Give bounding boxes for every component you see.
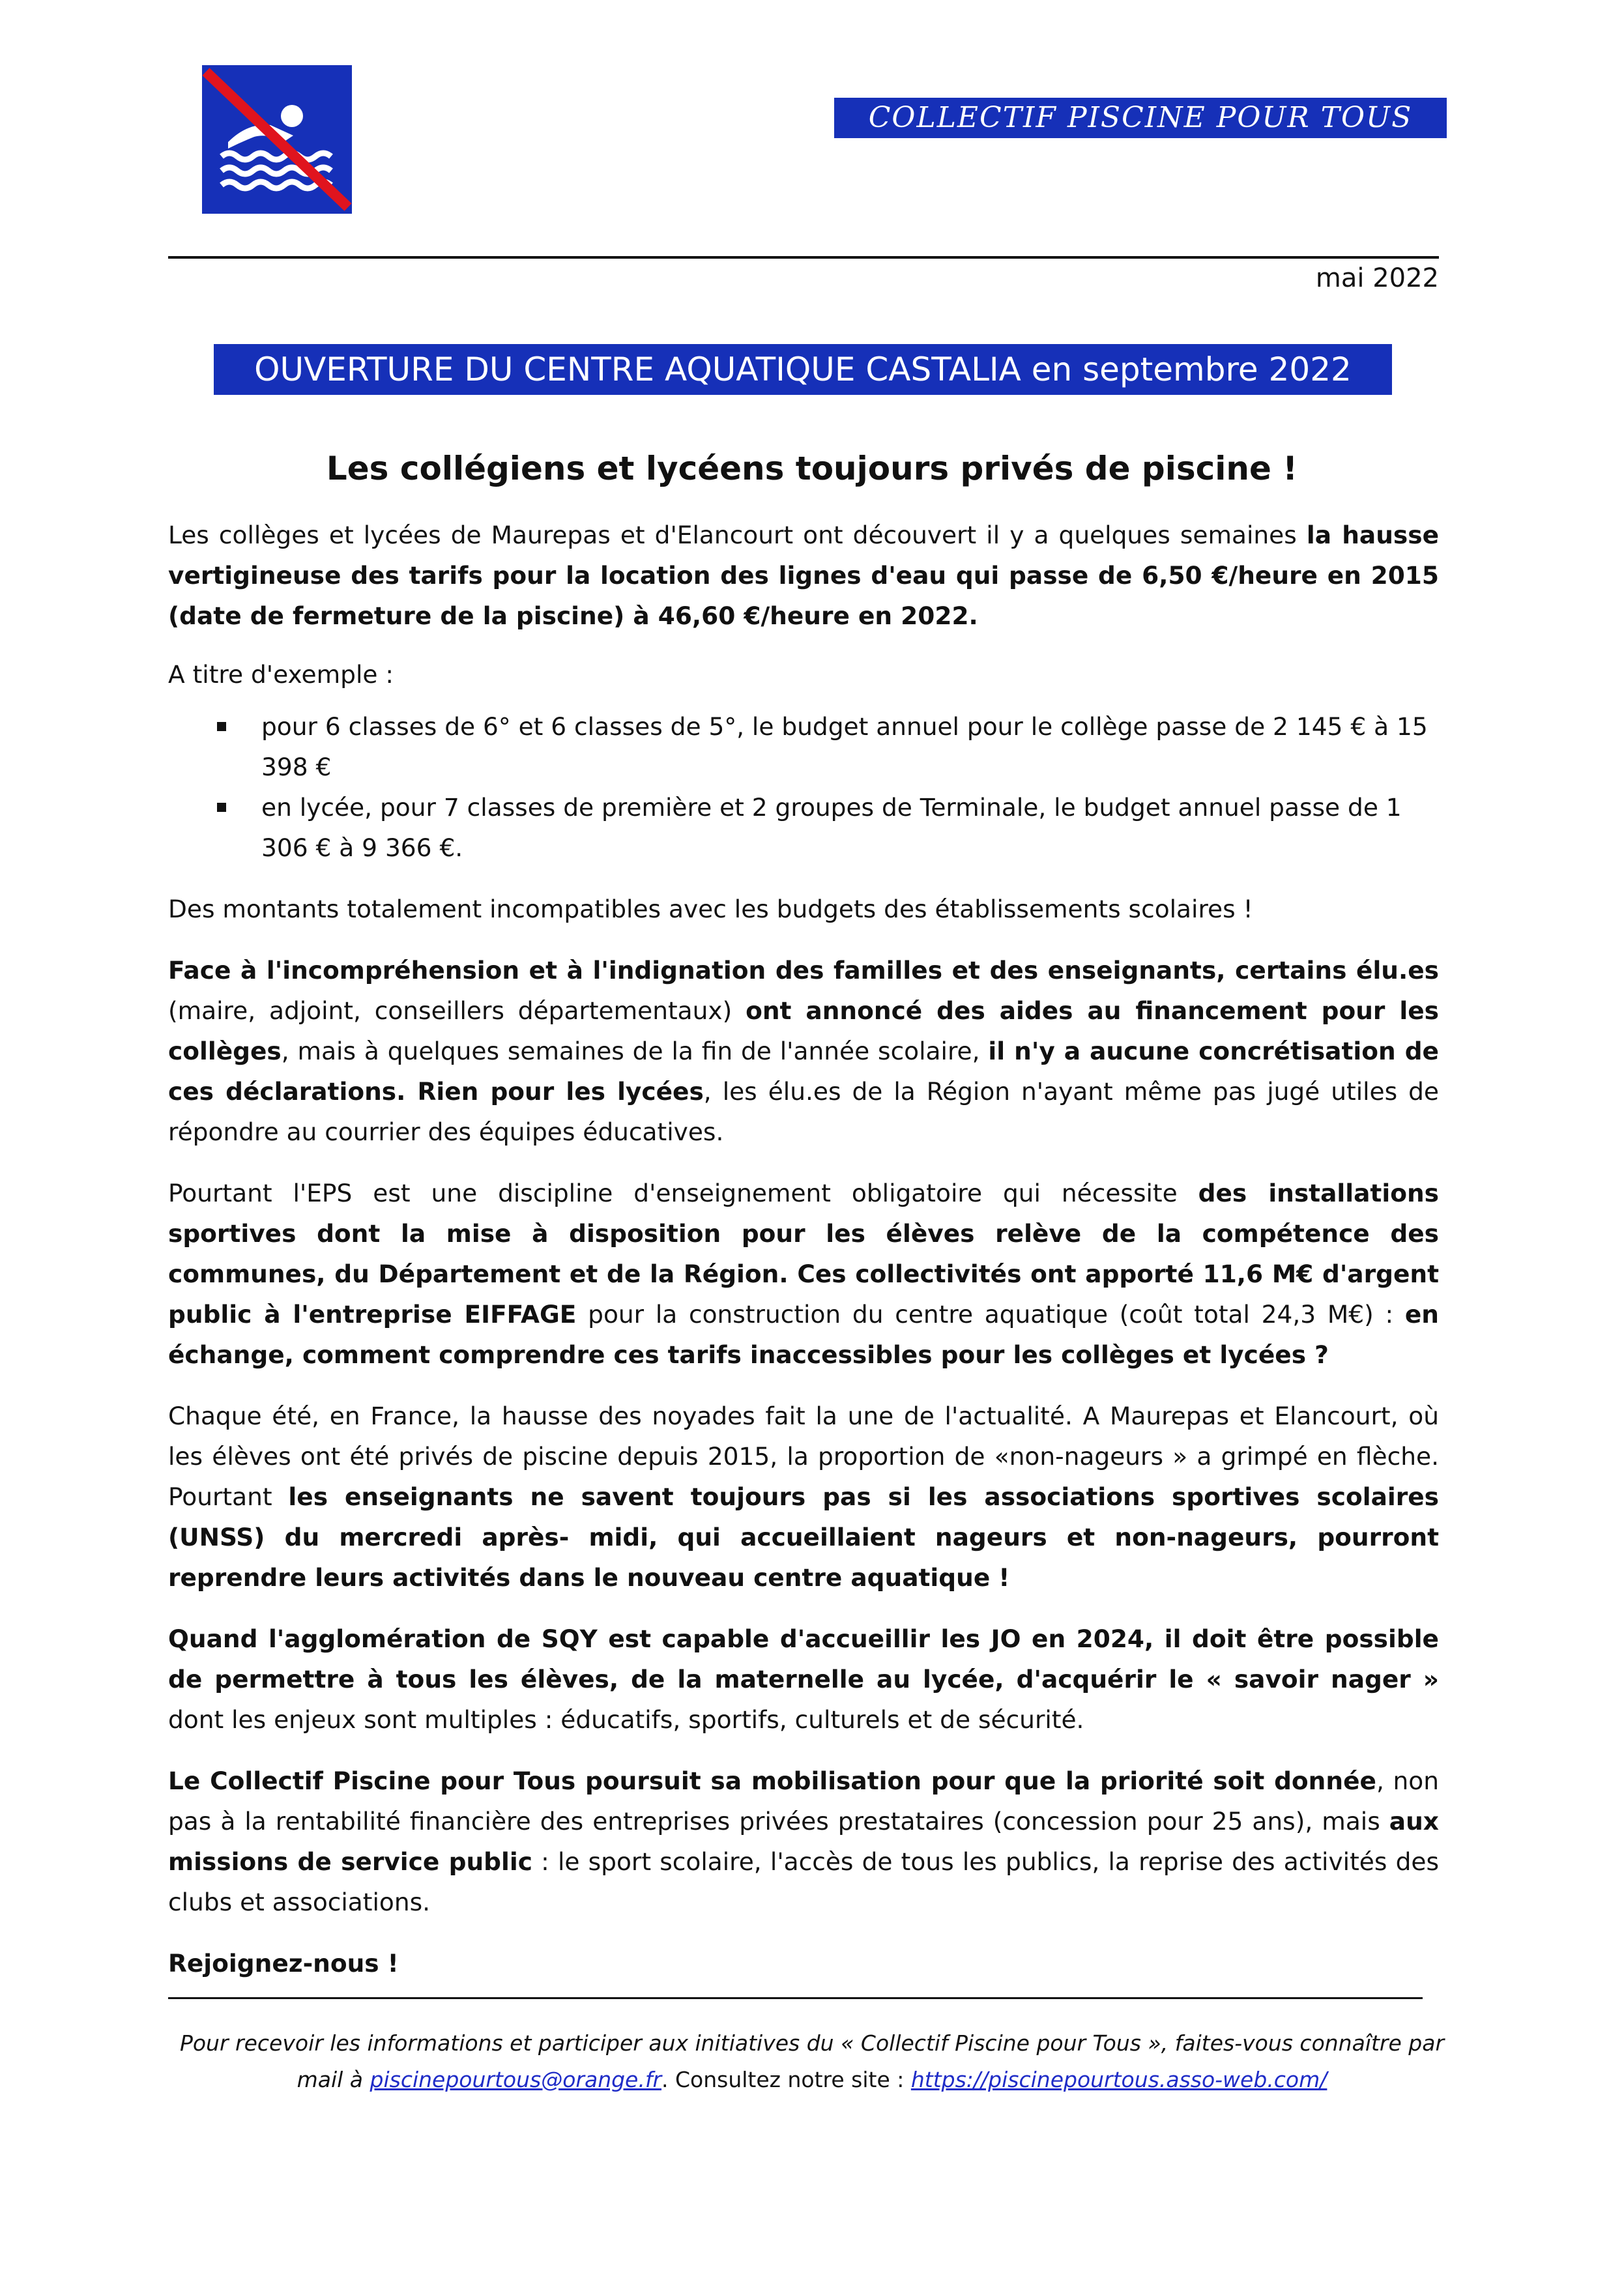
paragraph-eps: [168, 1173, 1439, 1375]
text-run-bold: les enseignants ne savent toujours pas si les associations sportives scolaires (UNSS) du mercredi après- midi, qui accueillaient nageurs et non-nageurs, pourront reprendre leurs activités dans le nouveau centre aquatique !: [168, 1482, 1439, 1592]
article-body: [168, 515, 1439, 2004]
text-run: Chaque été, en France, la hausse des noyades fait la une de l'actualité. A Maurepas et Elancourt, où les élèves ont été privés de piscine depuis 2015, la proportion de «non-nageurs » a grimpé en flèche. Pourtant: [168, 1402, 1439, 1511]
swimmer-crossed-out-icon: [202, 65, 352, 214]
footer-site-prefix: . Consultez notre site :: [661, 2067, 911, 2092]
email-link[interactable]: piscinepourtous@orange.fr: [370, 2067, 662, 2092]
document-date: mai 2022: [1315, 263, 1439, 293]
list-item-text: pour 6 classes de 6° et 6 classes de 5°, le budget annuel pour le collège passe de 2 145 € à 15 398 €: [261, 712, 1428, 781]
paragraph-incompatible: Des montants totalement incompatibles avec les budgets des établissements scolaires !: [168, 895, 1253, 923]
text-run-bold: Face à l'incompréhension et à l'indignation des familles et des enseignants, certains élu.es: [168, 956, 1439, 985]
text-run: (maire, adjoint, conseillers départementaux): [168, 996, 746, 1025]
paragraph-elected-officials: [168, 950, 1439, 1152]
text-run-bold: Le Collectif Piscine pour Tous poursuit sa mobilisation pour que la priorité soit donnée: [168, 1766, 1376, 1795]
footer: [0, 2025, 1624, 2098]
text-run: dont les enjeux sont multiples : éducatifs, sportifs, culturels et de sécurité.: [168, 1705, 1084, 1734]
paragraph-olympics: [168, 1619, 1439, 1740]
website-link[interactable]: https://piscinepourtous.asso-web.com/: [910, 2067, 1327, 2092]
footer-divider: [168, 1997, 1423, 1999]
example-list: [168, 706, 1439, 868]
page-subtitle: Les collégiens et lycéens toujours privés de piscine !: [326, 450, 1298, 487]
text-run-bold: ont annoncé des aides au financement pour les collèges: [168, 996, 1439, 1065]
bullet-icon: [217, 722, 226, 731]
text-run-bold: en échange, comment comprendre ces tarifs inaccessibles pour les collèges et lycées ?: [168, 1300, 1439, 1369]
text-run-bold: il n'y a aucune concrétisation de ces déclarations. Rien pour les lycées: [168, 1037, 1439, 1106]
text-run-bold: aux missions de service public: [168, 1807, 1439, 1876]
footer-mail-prefix: mail à: [297, 2067, 370, 2092]
footer-line-2: [0, 2062, 1624, 2098]
text-run: : le sport scolaire, l'accès de tous les publics, la reprise des activités des clubs et associations.: [168, 1847, 1439, 1916]
text-run-bold: Quand l'agglomération de SQY est capable d'accueillir les JO en 2024, il doit être possible de permettre à tous les élèves, de la maternelle au lycée, d'acquérir le « savoir nager »: [168, 1624, 1439, 1694]
paragraph-drownings: [168, 1396, 1439, 1598]
example-intro: A titre d'exemple :: [168, 660, 394, 689]
paragraph-mobilisation: [168, 1761, 1439, 1922]
paragraph-tariffs: [168, 515, 1439, 636]
text-run-bold: des installations sportives dont la mise à disposition pour les élèves relève de la compétence des communes, du Département et de la Région. Ces collectivités ont apporté 11,6 M€ d'argent public à l'entreprise EIFFAGE: [168, 1179, 1439, 1329]
bullet-icon: [217, 803, 226, 812]
text-run: , les élu.es de la Région n'ayant même pas jugé utiles de répondre au courrier des équipes éducatives.: [168, 1077, 1439, 1146]
footer-line-1: Pour recevoir les informations et participer aux initiatives du « Collectif Piscine pour Tous », faites-vous connaître par: [179, 2030, 1445, 2056]
closing-call: Rejoignez-nous !: [168, 1949, 399, 1978]
header-divider: [168, 256, 1439, 259]
text-run: , non pas à la rentabilité financière des entreprises privées prestataires (concession pour 25 ans), mais: [168, 1766, 1439, 1836]
list-item: [168, 706, 1439, 787]
text-run: Les collèges et lycées de Maurepas et d'Elancourt ont découvert il y a quelques semaines: [168, 521, 1307, 549]
text-run: Pourtant l'EPS est une discipline d'enseignement obligatoire qui nécessite: [168, 1179, 1198, 1207]
list-item: [168, 787, 1439, 868]
text-run: , mais à quelques semaines de la fin de l'année scolaire,: [281, 1037, 989, 1065]
list-item-text: en lycée, pour 7 classes de première et 2 groupes de Terminale, le budget annuel passe de 1 306 € à 9 366 €.: [261, 793, 1402, 862]
text-run-bold: la hausse vertigineuse des tarifs pour la location des lignes d'eau qui passe de 6,50 €/heure en 2015 (date de fermeture de la piscine) à 46,60 €/heure en 2022.: [168, 521, 1440, 630]
page-title: OUVERTURE DU CENTRE AQUATIQUE CASTALIA en septembre 2022: [214, 344, 1392, 395]
text-run: pour la construction du centre aquatique (coût total 24,3 M€) :: [576, 1300, 1405, 1329]
organization-banner: COLLECTIF PISCINE POUR TOUS: [834, 98, 1447, 138]
